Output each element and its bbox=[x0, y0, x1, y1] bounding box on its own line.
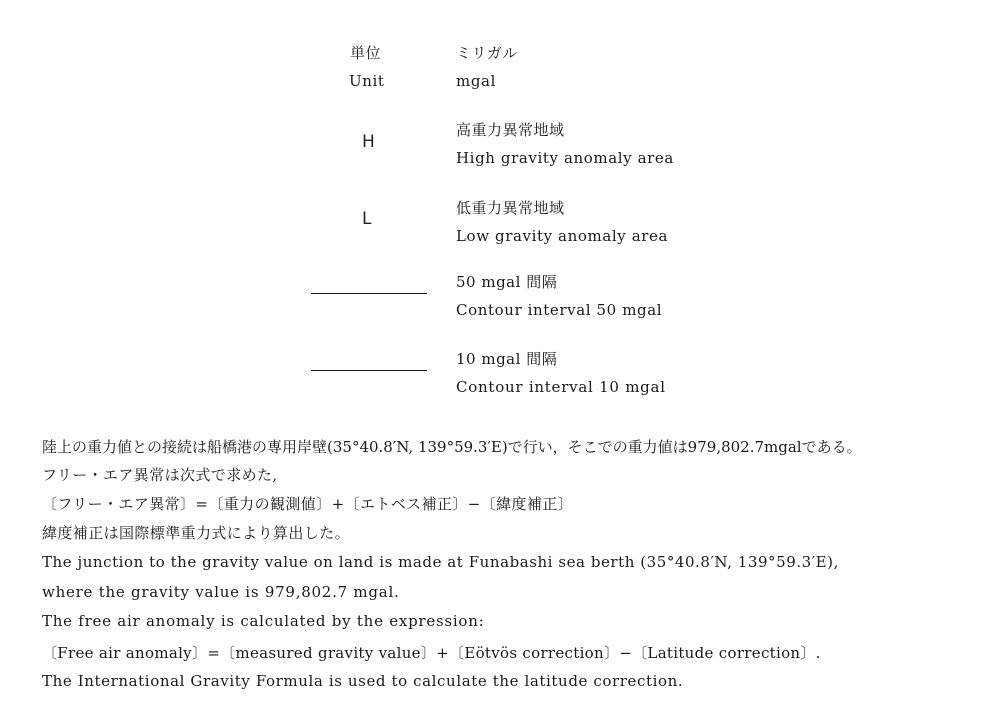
unit-label-jp: 単位 bbox=[350, 44, 382, 62]
high-symbol: H bbox=[362, 132, 375, 152]
note-jp-line: 陸上の重力値との接続は船橋港の専用岸壁(35°40.8′N, 139°59.3′E)で行い，そこでの重力値は979,802.7mgalである。 bbox=[42, 438, 862, 456]
contour-10-label-jp: 10 mgal 間隔 bbox=[456, 350, 558, 368]
note-en-line: The free air anomaly is calculated by the expression: bbox=[42, 612, 485, 630]
contour-10-line-swatch bbox=[311, 370, 427, 371]
high-label-en: High gravity anomaly area bbox=[456, 149, 674, 167]
note-en-line: where the gravity value is 979,802.7 mgal. bbox=[42, 583, 400, 601]
contour-10-label-en: Contour interval 10 mgal bbox=[456, 378, 666, 396]
note-jp-line: 緯度補正は国際標準重力式により算出した。 bbox=[42, 524, 351, 542]
unit-label-en: Unit bbox=[349, 72, 385, 90]
low-label-jp: 低重力異常地域 bbox=[456, 199, 565, 217]
high-label-jp: 高重力異常地域 bbox=[456, 121, 565, 139]
note-jp-line: 〔フリー・エア異常〕=〔重力の観測値〕+〔エトベス補正〕−〔緯度補正〕 bbox=[42, 495, 574, 513]
contour-50-line-swatch bbox=[311, 293, 427, 294]
low-symbol: L bbox=[362, 209, 372, 229]
unit-value-jp: ミリガル bbox=[456, 44, 518, 62]
unit-value-en: mgal bbox=[456, 72, 496, 90]
note-en-line: 〔Free air anomaly〕=〔measured gravity value〕+〔Eötvös correction〕−〔Latitude correction〕. bbox=[42, 644, 821, 662]
note-en-line: The junction to the gravity value on land is made at Funabashi sea berth (35°40.8′N, 139°59.3′E), bbox=[42, 553, 839, 571]
contour-50-label-en: Contour interval 50 mgal bbox=[456, 301, 663, 319]
note-en-line: The International Gravity Formula is used to calculate the latitude correction. bbox=[42, 672, 684, 690]
contour-50-label-jp: 50 mgal 間隔 bbox=[456, 273, 558, 291]
low-label-en: Low gravity anomaly area bbox=[456, 227, 669, 245]
note-jp-line: フリー・エア異常は次式で求めた, bbox=[42, 466, 278, 484]
